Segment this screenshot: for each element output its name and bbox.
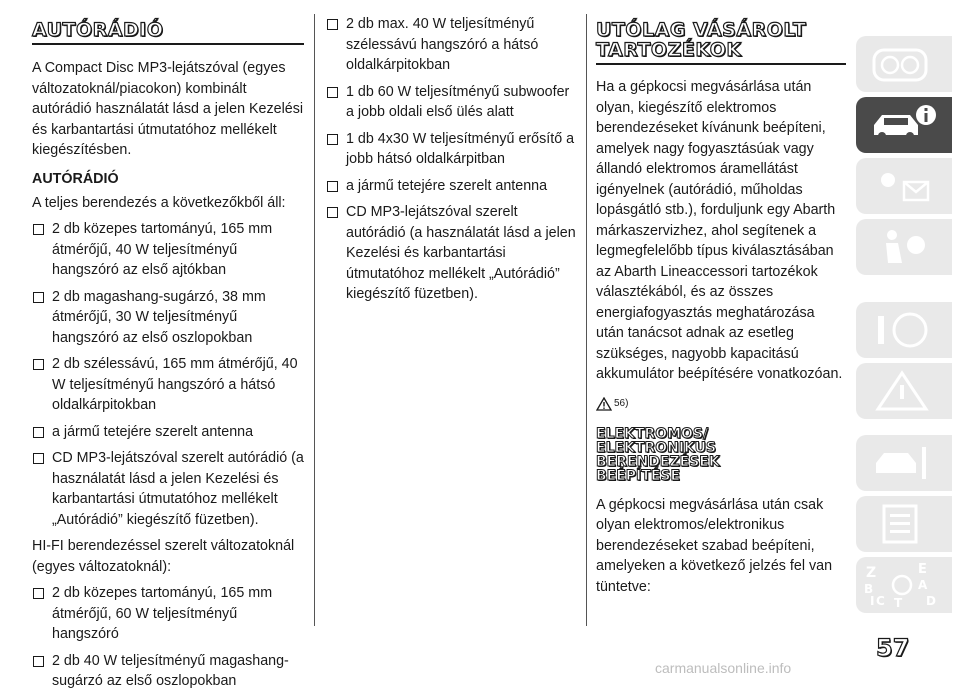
lights-message-icon [870,164,934,208]
subheading-installation [596,427,846,483]
svg-text:T: T [894,596,903,609]
hifi-paragraph: HI-FI berendezéssel szerelt változatoknál (egyes változatoknál): [32,538,295,575]
list-item: 2 db közepes tartományú, 165 mm átmérőjű, 40 W teljesítményű hangszóró az első ajtókban [32,219,304,281]
column-divider [314,14,315,626]
list-item: 2 db magashang-sugárzó, 38 mm átmérőjű, 30 W teljesítményű hangszóró az első oszlopokban [32,287,304,349]
tab-lights-messages[interactable] [856,158,952,214]
subheading-line: BEÉPÍTÉSE [596,467,681,484]
checkbox-bullet-icon [327,134,338,145]
list-item: 2 db max. 40 W teljesítményű szélessávú hangszóró a hátsó oldalkárpitokban [326,14,576,76]
equipment-list [32,219,304,530]
checkbox-bullet-icon [33,292,44,303]
subheading-autoradio: AUTÓRÁDIÓ [32,170,119,187]
tab-safety[interactable] [856,219,952,275]
tab-maintenance[interactable] [856,435,952,491]
subheading-line: BERENDEZÉSEK [596,453,720,470]
svg-text:D: D [926,594,936,608]
hifi-list-continued [326,14,576,305]
alphabet-index-icon [862,559,942,609]
list-item: 2 db 40 W teljesítményű magashang-sugárzó az első oszlopokban [32,651,304,692]
steering-wheel-icon [870,308,934,352]
checkbox-bullet-icon [33,453,44,464]
svg-text:C: C [876,594,885,608]
dashboard-gauge-icon [870,42,930,86]
column-divider [586,14,587,626]
warning-triangle-icon [596,397,612,411]
warning-triangle-icon [870,369,934,413]
tab-index[interactable] [856,557,952,613]
airbag-seat-icon [870,225,934,269]
section-title-line2: TARTOZÉKOK [596,39,742,61]
svg-text:B: B [864,582,874,596]
installation-paragraph: A gépkocsi megvásárlása után csak olyan elektromos/elektronikus berendezéseket szabad beépíteni, amelyeken a következő jelzés fel van tüntetve: [596,496,833,595]
hifi-list [32,583,304,692]
tab-emergency[interactable] [856,363,952,419]
intro-paragraph: A Compact Disc MP3-lejátszóval (egyes változatoknál/piacokon) kombinált autórádió használatát lásd a jelen Kezelési és karbantartási útmutatóhoz mellékelt kiegészítésben. [32,60,304,158]
watermark: carmanualsonline.info [655,660,792,676]
svg-text:E: E [918,562,927,577]
car-info-icon [868,103,938,147]
list-item: CD MP3-lejátszóval szerelt autórádió (a használatát lásd a jelen Kezelési és karbantartási útmutatóhoz mellékelt „Autórádió” kiegészítő füzetben). [32,448,304,530]
list-item: 2 db közepes tartományú, 165 mm átmérőjű, 60 W teljesítményű hangszóró [32,583,304,645]
tab-car-info[interactable] [856,97,952,153]
checkbox-bullet-icon [33,656,44,667]
section-title-line1: UTÓLAG VÁSÁROLT [596,19,807,41]
checkbox-bullet-icon [327,87,338,98]
column-1 [32,0,304,692]
svg-text:A: A [918,578,928,592]
accessories-paragraph: Ha a gépkocsi megvásárlása után olyan, kiegészítő elektromos berendezéseket kívánunk beépíteni, amelyek nagy fogyasztásúak vagy állandó elektromos áramellátást igényelnek (autórádió, műholdas lopásgátló stb.), forduljunk egy Abarth márkaszervizhez, ahol segítenek a legmegfelelőbb típus kiválasztásában az Abarth Lineaccessori tartozékok választékából, és az összes energiafogyasztás meghatározása után tanácsot adnak az esetleg szükséges, nagyobb kapacitású akkumulátor beépítésére vonatkozóan. [596,79,843,382]
subheading-line: ELEKTRONIKUS [596,439,717,456]
svg-text:Z: Z [866,565,877,581]
checkbox-bullet-icon [33,359,44,370]
warning-reference [596,397,846,411]
checkbox-bullet-icon [327,181,338,192]
title-rule [596,63,846,65]
warning-ref-number: 56) [614,398,629,409]
tab-starting-driving[interactable] [856,302,952,358]
list-item: 2 db szélessávú, 165 mm átmérőjű, 40 W teljesítményű hangszóró a hátsó oldalkárpitokban [32,354,304,416]
tab-technical-data[interactable] [856,496,952,552]
checkbox-bullet-icon [33,224,44,235]
checkbox-bullet-icon [33,588,44,599]
car-service-icon [870,441,934,485]
checkbox-bullet-icon [327,207,338,218]
list-item: 1 db 4x30 W teljesítményű erősítő a jobb hátsó oldalkárpitban [326,129,576,170]
section-title-autoradio: AUTÓRÁDIÓ [32,19,164,41]
checkbox-bullet-icon [327,19,338,30]
lead-text: A teljes berendezés a következőkből áll: [32,194,286,211]
column-2 [326,0,576,305]
list-item: 1 db 60 W teljesítményű subwoofer a jobb oldali első ülés alatt [326,82,576,123]
column-3 [596,0,846,597]
page-number: 57 [876,634,910,662]
checkbox-bullet-icon [33,427,44,438]
list-item: a jármű tetejére szerelt antenna [32,422,304,443]
document-list-icon [870,502,934,546]
subheading-line: ELEKTROMOS/ [596,425,709,442]
title-rule [32,43,304,45]
list-item: a jármű tetejére szerelt antenna [326,176,576,197]
svg-text:I: I [870,594,875,608]
list-item: CD MP3-lejátszóval szerelt autórádió (a használatát lásd a jelen Kezelési és karbantartási útmutatóhoz mellékelt „Autórádió” kiegészítő füzetben). [326,202,576,305]
tab-dashboard[interactable] [856,36,952,92]
